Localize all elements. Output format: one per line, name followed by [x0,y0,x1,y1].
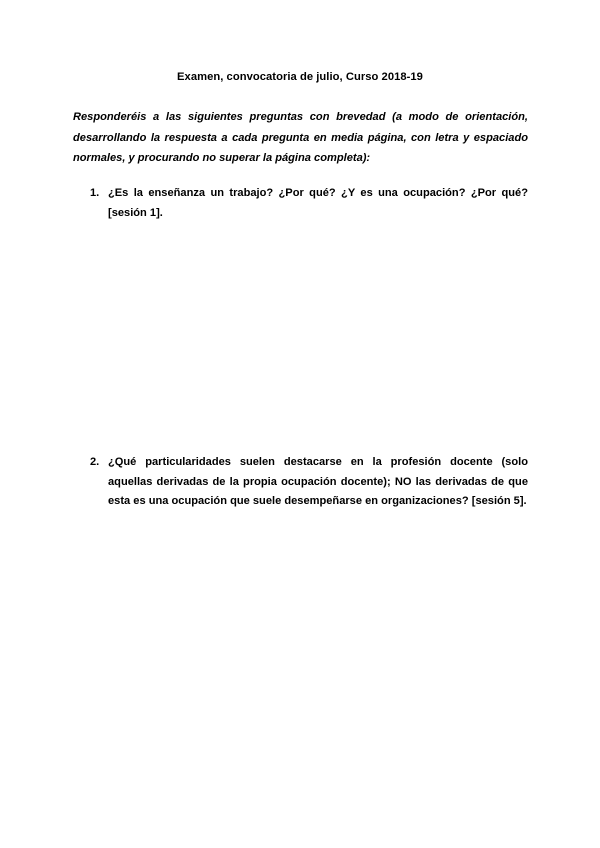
question-2 [90,453,528,512]
question-1-number: 1. [90,187,100,199]
question-2-text: ¿Qué particularidades suelen destacarse en la profesión docente (solo aquellas derivadas de la propia ocupación docente); NO las derivadas de que esta es una ocupación que suele desempeñarse en organizaciones? [sesión 5]. [108,456,528,507]
question-2-number: 2. [90,456,100,468]
instructions-paragraph: Responderéis a las siguientes preguntas con brevedad (a modo de orientación, desarrollando la respuesta a cada pregunta en media página, con letra y espaciado normales, y procurando no superar la página completa): [73,111,528,164]
document-title: Examen, convocatoria de julio, Curso 2018-19 [177,71,423,83]
question-1-text: ¿Es la enseñanza un trabajo? ¿Por qué? ¿Y es una ocupación? ¿Por qué? [sesión 1]. [108,187,528,219]
question-1 [90,184,528,223]
